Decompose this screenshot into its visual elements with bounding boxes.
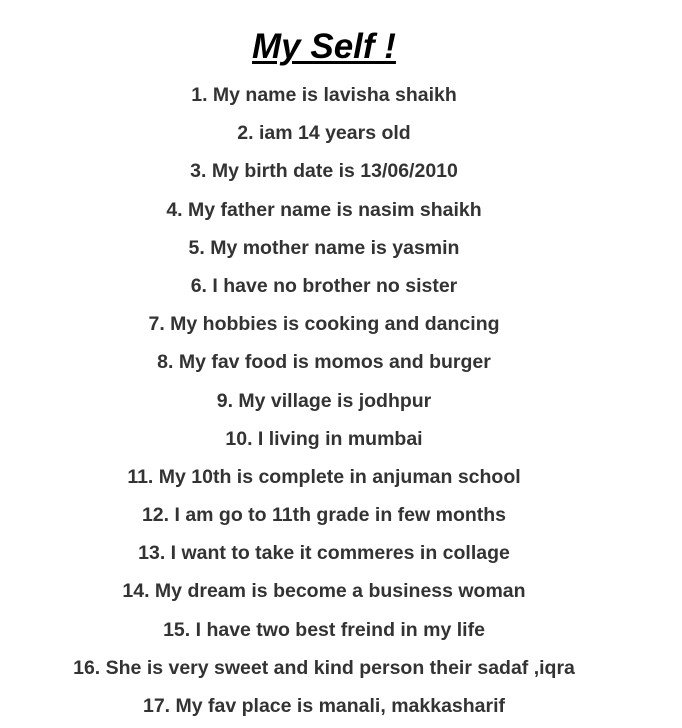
list-item: 9. My village is jodhpur [216,389,432,412]
fact-list [0,79,648,728]
list-item: 5. My mother name is yasmin [188,236,460,259]
list-item: 8. My fav food is momos and burger [157,351,491,374]
document-title: My Self ! [252,27,396,66]
list-item: 16. She is very sweet and kind person their sadaf ,iqra [73,656,575,679]
list-item: 2. iam 14 years old [237,122,411,145]
list-item: 7. My hobbies is cooking and dancing [148,313,500,336]
list-item: 4. My father name is nasim shaikh [166,198,482,221]
list-item: 10. I living in mumbai [225,427,423,450]
list-item: 6. I have no brother no sister [190,274,458,297]
list-item: 3. My birth date is 13/06/2010 [190,160,458,183]
list-item: 15. I have two best freind in my life [163,618,485,641]
list-item: 11. My 10th is complete in anjuman school [127,465,521,488]
list-item: 17. My fav place is manali, makkasharif [142,695,506,717]
list-item: 12. I am go to 11th grade in few months [141,504,507,527]
list-item: 1. My name is lavisha shaikh [191,84,457,106]
list-item: 14. My dream is become a business woman [122,580,526,603]
list-item: 13. I want to take it commeres in collage [138,542,510,565]
